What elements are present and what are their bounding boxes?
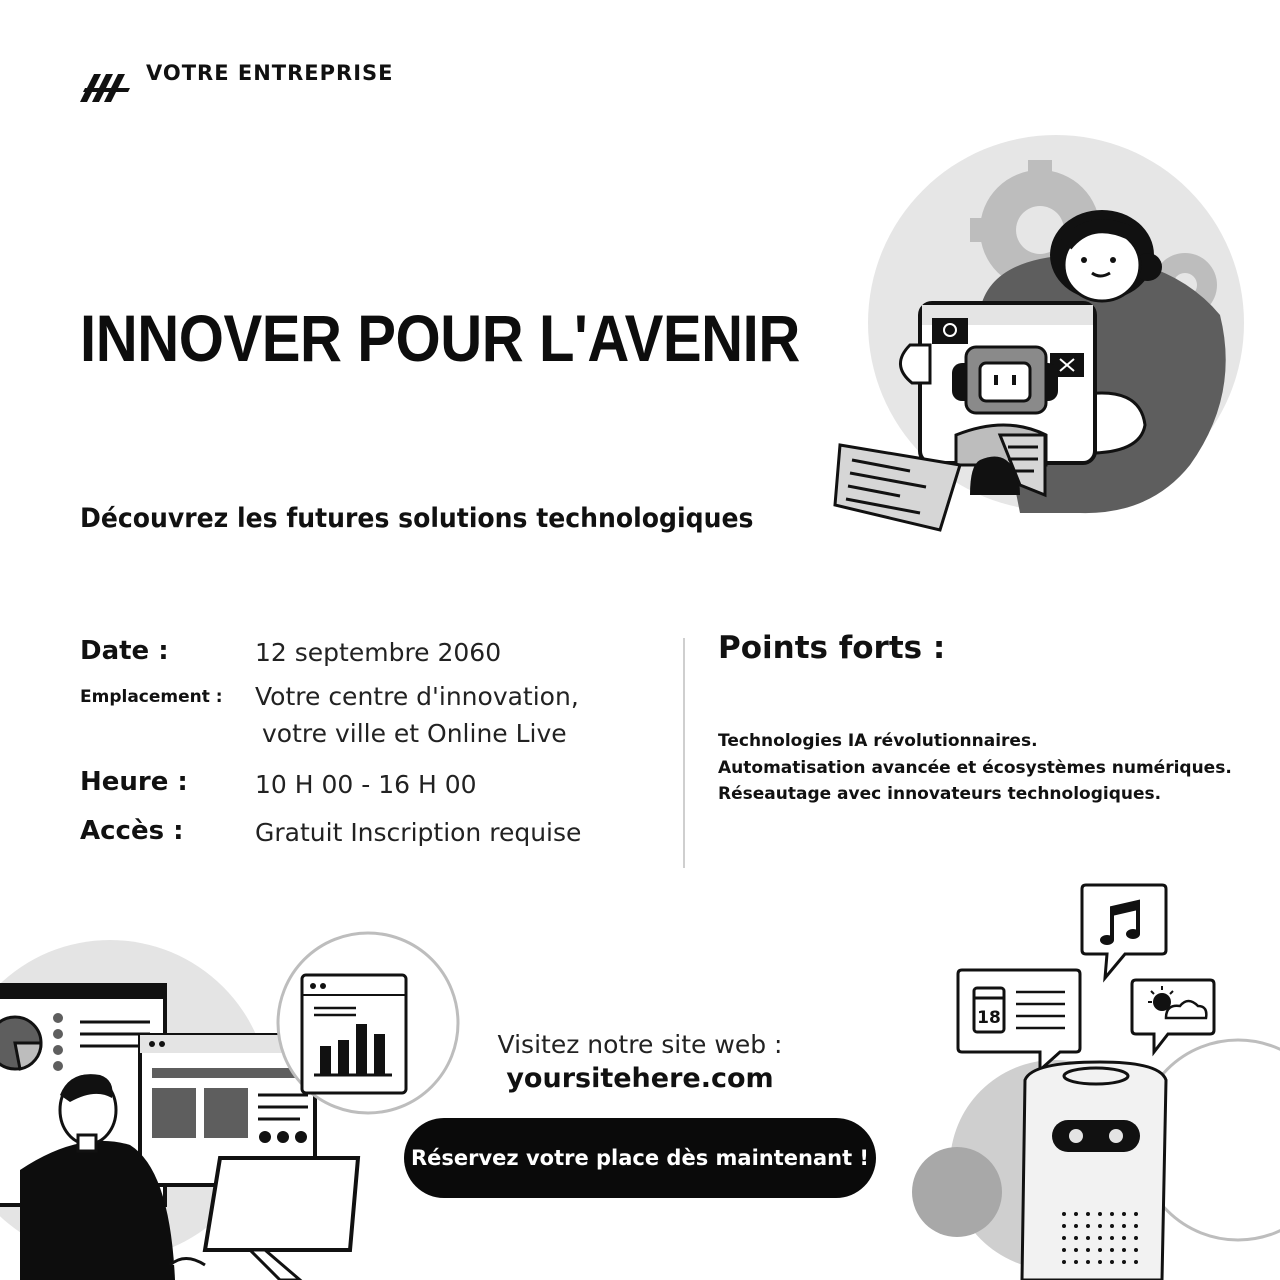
visit-website-label: Visitez notre site web : bbox=[497, 1030, 783, 1059]
calendar-icon bbox=[958, 970, 1080, 1070]
music-note-icon bbox=[1082, 885, 1166, 978]
time-value: 10 H 00 - 16 H 00 bbox=[255, 770, 477, 799]
page-title: INNOVER POUR L'AVENIR bbox=[80, 301, 800, 375]
highlight-item: Technologies IA révolutionnaires. bbox=[718, 731, 1038, 751]
highlight-item: Réseautage avec innovateurs technologiques. bbox=[718, 784, 1162, 804]
bar-chart-icon bbox=[302, 975, 406, 1093]
reserve-button[interactable]: Réservez votre place dès maintenant ! bbox=[404, 1118, 876, 1198]
highlight-item: Automatisation avancée et écosystèmes numériques. bbox=[718, 757, 1232, 778]
brand-logo-icon bbox=[80, 74, 134, 102]
weather-icon bbox=[1132, 980, 1214, 1052]
brand-name: VOTRE ENTREPRISE bbox=[146, 61, 394, 85]
search-icon bbox=[932, 318, 968, 344]
access-value: Gratuit Inscription requise bbox=[255, 818, 582, 847]
time-label: Heure : bbox=[80, 767, 188, 797]
date-label: Date : bbox=[80, 636, 169, 666]
page-subtitle: Découvrez les futures solutions technologiques bbox=[80, 503, 754, 534]
location-value-line2: votre ville et Online Live bbox=[262, 719, 567, 748]
column-divider bbox=[683, 638, 685, 868]
website-link[interactable]: yoursitehere.com bbox=[506, 1063, 774, 1094]
highlights-title: Points forts : bbox=[718, 630, 946, 666]
dashboard-illustration bbox=[0, 930, 470, 1280]
pie-chart-icon bbox=[0, 1017, 41, 1069]
location-label: Emplacement : bbox=[80, 687, 223, 707]
location-value-line1: Votre centre d'innovation, bbox=[255, 682, 579, 711]
calendar-day: 18 bbox=[977, 1008, 1001, 1028]
highlights-list bbox=[718, 728, 1232, 808]
smart-speaker-illustration bbox=[900, 880, 1280, 1280]
access-label: Accès : bbox=[80, 816, 184, 846]
hero-illustration bbox=[830, 135, 1250, 535]
date-value: 12 septembre 2060 bbox=[255, 638, 502, 667]
